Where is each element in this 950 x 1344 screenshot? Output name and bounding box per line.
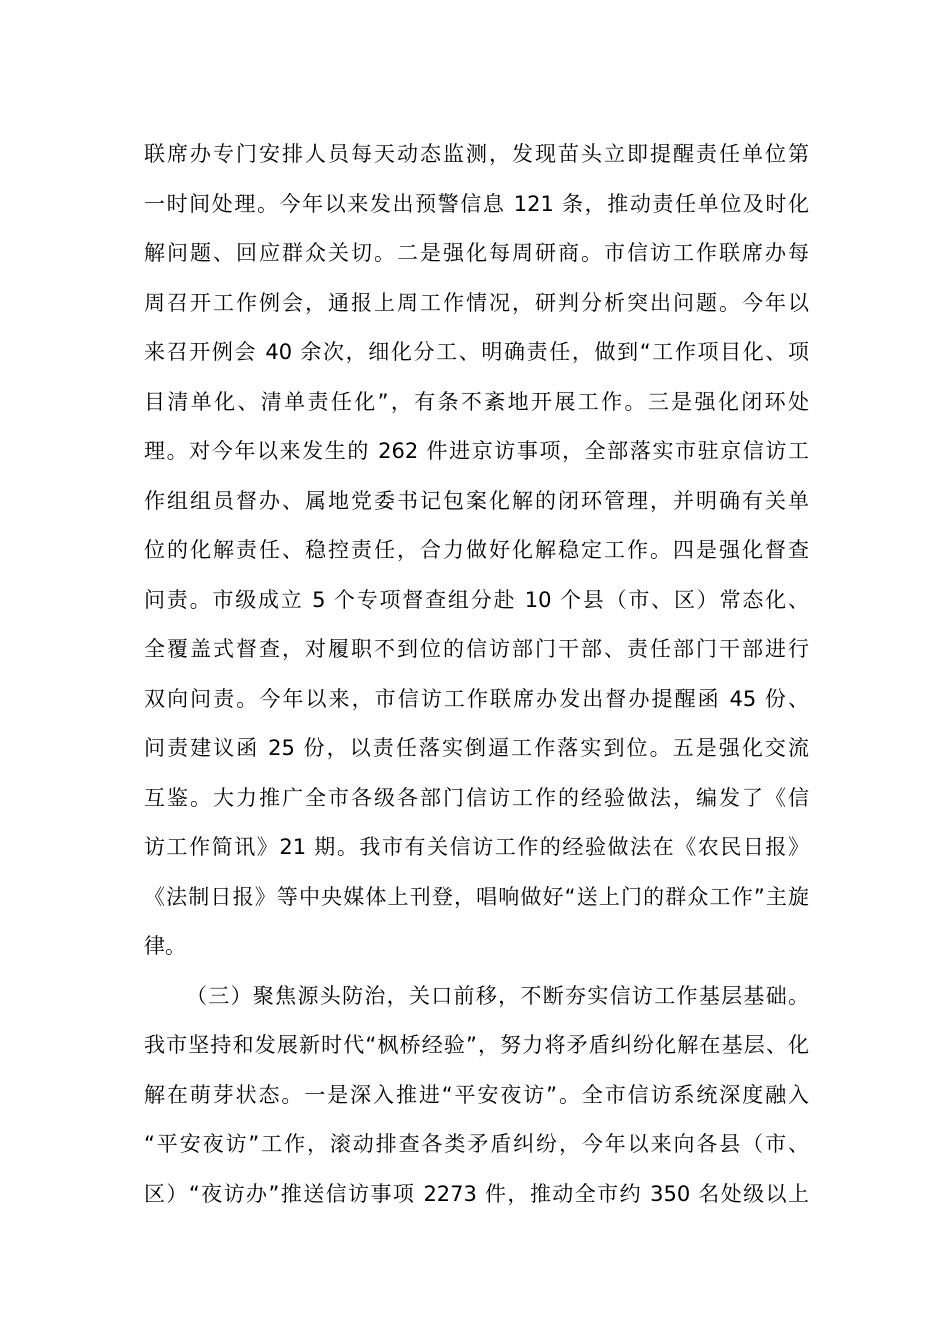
text-line: 区）“夜访办”推送信访事项 2273 件，推动全市约 350 名处级以上 [144, 1181, 809, 1206]
text-line: 解在萌芽状态。一是深入推进“平安夜访”。全市信访系统深度融入 [144, 1082, 809, 1107]
text-line: 联席办专门安排人员每天动态监测，发现苗头立即提醒责任单位第 [144, 142, 809, 166]
text-line: “平安夜访”工作，滚动排查各类矛盾纠纷，今年以来向各县（市、 [144, 1132, 809, 1156]
text-line: 互鉴。大力推广全市各级各部门信访工作的经验做法，编发了《信 [144, 785, 809, 810]
text-line: 作组组员督办、属地党委书记包案化解的闭环管理，并明确有关单 [144, 488, 809, 513]
text-line: 双向问责。今年以来，市信访工作联席办发出督办提醒函 45 份、 [144, 686, 809, 711]
text-line: 位的化解责任、稳控责任，合力做好化解稳定工作。四是强化督查 [144, 538, 809, 562]
text-line: 访工作简讯》21 期。我市有关信访工作的经验做法在《农民日报》 [144, 835, 809, 859]
section-heading-line: （三）聚焦源头防治，关口前移，不断夯实信访工作基层基础。 [186, 983, 809, 1008]
text-line: 周召开工作例会，通报上周工作情况，研判分析突出问题。今年以 [144, 290, 809, 315]
text-line: 问责。市级成立 5 个专项督查组分赴 10 个县（市、区）常态化、 [144, 587, 809, 612]
text-line: 全覆盖式督查，对履职不到位的信访部门干部、责任部门干部进行 [144, 637, 809, 661]
text-line: 来召开例会 40 余次，细化分工、明确责任，做到“工作项目化、项 [144, 340, 809, 364]
text-line: 《法制日报》等中央媒体上刊登，唱响做好“送上门的群众工作”主旋 [144, 884, 809, 909]
text-line: 目清单化、清单责任化”，有条不紊地开展工作。三是强化闭环处 [144, 389, 809, 414]
text-line: 理。对今年以来发生的 262 件进京访事项，全部落实市驻京信访工 [144, 439, 809, 463]
text-line: 我市坚持和发展新时代“枫桥经验”，努力将矛盾纠纷化解在基层、化 [144, 1033, 809, 1057]
body-text [144, 130, 809, 1219]
text-line: 一时间处理。今年以来发出预警信息 121 条，推动责任单位及时化 [144, 191, 809, 216]
text-line: 律。 [144, 934, 186, 958]
text-line: 解问题、回应群众关切。二是强化每周研商。市信访工作联席办每 [144, 241, 809, 265]
text-line: 问责建议函 25 份，以责任落实倒逼工作落实到位。五是强化交流 [144, 736, 809, 760]
